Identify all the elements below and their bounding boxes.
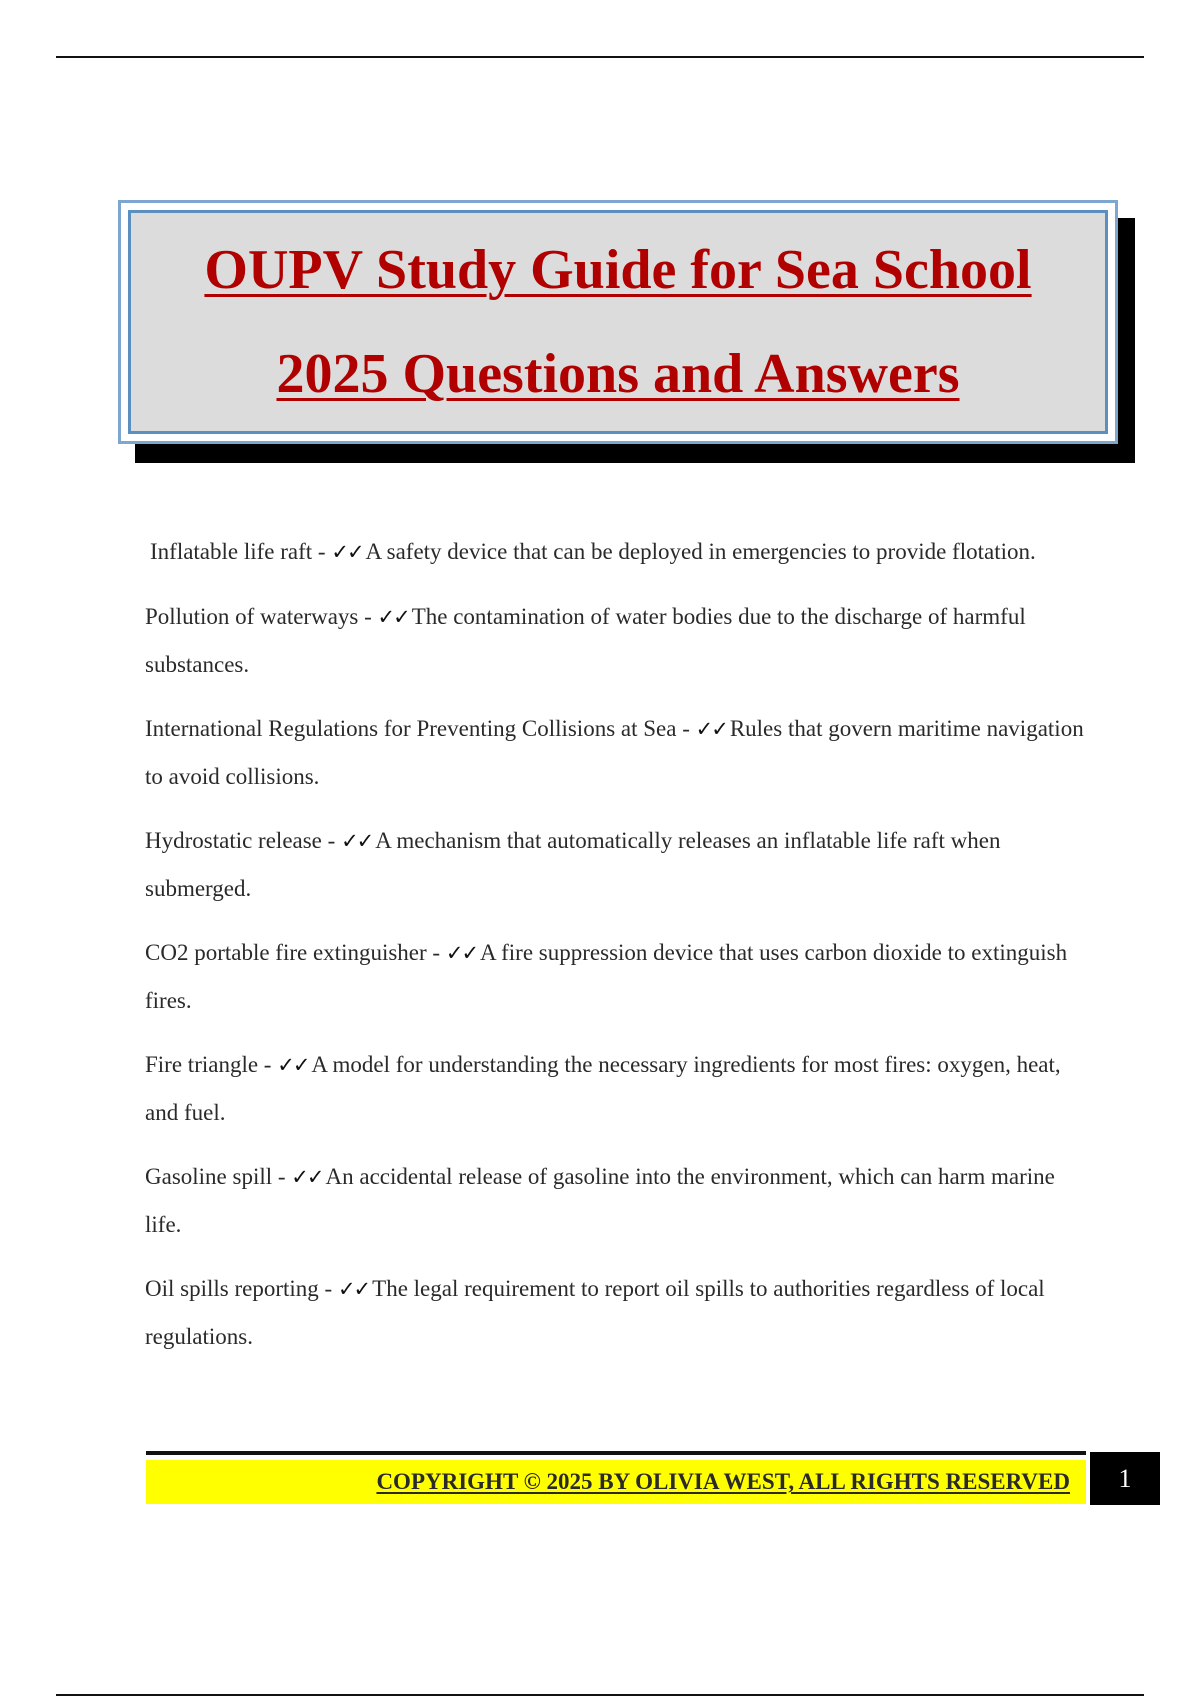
qa-term: International Regulations for Preventing Collisions at Sea - — [145, 716, 696, 741]
qa-term: CO2 portable fire extinguisher - — [145, 940, 446, 965]
double-check-icon: ✓✓ — [377, 605, 409, 629]
double-check-icon: ✓✓ — [331, 540, 363, 564]
title-line-2: 2025 Questions and Answers — [276, 343, 960, 405]
qa-term: Gasoline spill - — [145, 1164, 292, 1189]
qa-answer: The legal requirement to report oil spills to authorities regardless of local regulations. — [145, 1276, 1045, 1349]
qa-answer: The contamination of water bodies due to the discharge of harmful substances. — [145, 604, 1026, 677]
top-rule — [56, 56, 1144, 58]
qa-item — [145, 929, 1085, 1024]
double-check-icon: ✓✓ — [291, 1165, 323, 1189]
copyright-notice: COPYRIGHT © 2025 BY OLIVIA WEST, ALL RIGHTS RESERVED — [376, 1469, 1070, 1494]
qa-answer: An accidental release of gasoline into the environment, which can harm marine life. — [145, 1164, 1055, 1237]
qa-item — [145, 705, 1085, 800]
qa-term: Pollution of waterways - — [145, 604, 378, 629]
qa-item — [145, 817, 1085, 912]
title-banner — [118, 200, 1118, 444]
qa-item — [145, 1265, 1085, 1360]
double-check-icon: ✓✓ — [277, 1053, 309, 1077]
qa-term: Fire triangle - — [145, 1052, 278, 1077]
qa-answer: A safety device that can be deployed in emergencies to provide flotation. — [365, 539, 1036, 564]
qa-item — [145, 1153, 1085, 1248]
qa-item — [145, 593, 1085, 688]
page-number: 1 — [1090, 1452, 1160, 1505]
footer-rule — [146, 1451, 1086, 1455]
qa-answer: Rules that govern maritime navigation to avoid collisions. — [145, 716, 1084, 789]
double-check-icon: ✓✓ — [695, 717, 727, 741]
qa-answer: A mechanism that automatically releases an inflatable life raft when submerged. — [145, 828, 1001, 901]
footer-copyright-bar — [146, 1460, 1086, 1504]
qa-term: Oil spills reporting - — [145, 1276, 338, 1301]
title-line-1: OUPV Study Guide for Sea School — [204, 239, 1032, 301]
double-check-icon: ✓✓ — [341, 829, 373, 853]
qa-term: Hydrostatic release - — [145, 828, 342, 853]
qa-answer: A model for understanding the necessary ingredients for most fires: oxygen, heat, and fuel. — [145, 1052, 1061, 1125]
qa-list — [145, 528, 1085, 1377]
qa-item — [145, 1041, 1085, 1136]
qa-answer: A fire suppression device that uses carbon dioxide to extinguish fires. — [145, 940, 1068, 1013]
bottom-rule — [56, 1694, 1144, 1696]
double-check-icon: ✓✓ — [337, 1277, 370, 1301]
double-check-icon: ✓✓ — [445, 941, 478, 965]
qa-term: Inflatable life raft - — [150, 539, 332, 564]
qa-item — [145, 528, 1085, 576]
